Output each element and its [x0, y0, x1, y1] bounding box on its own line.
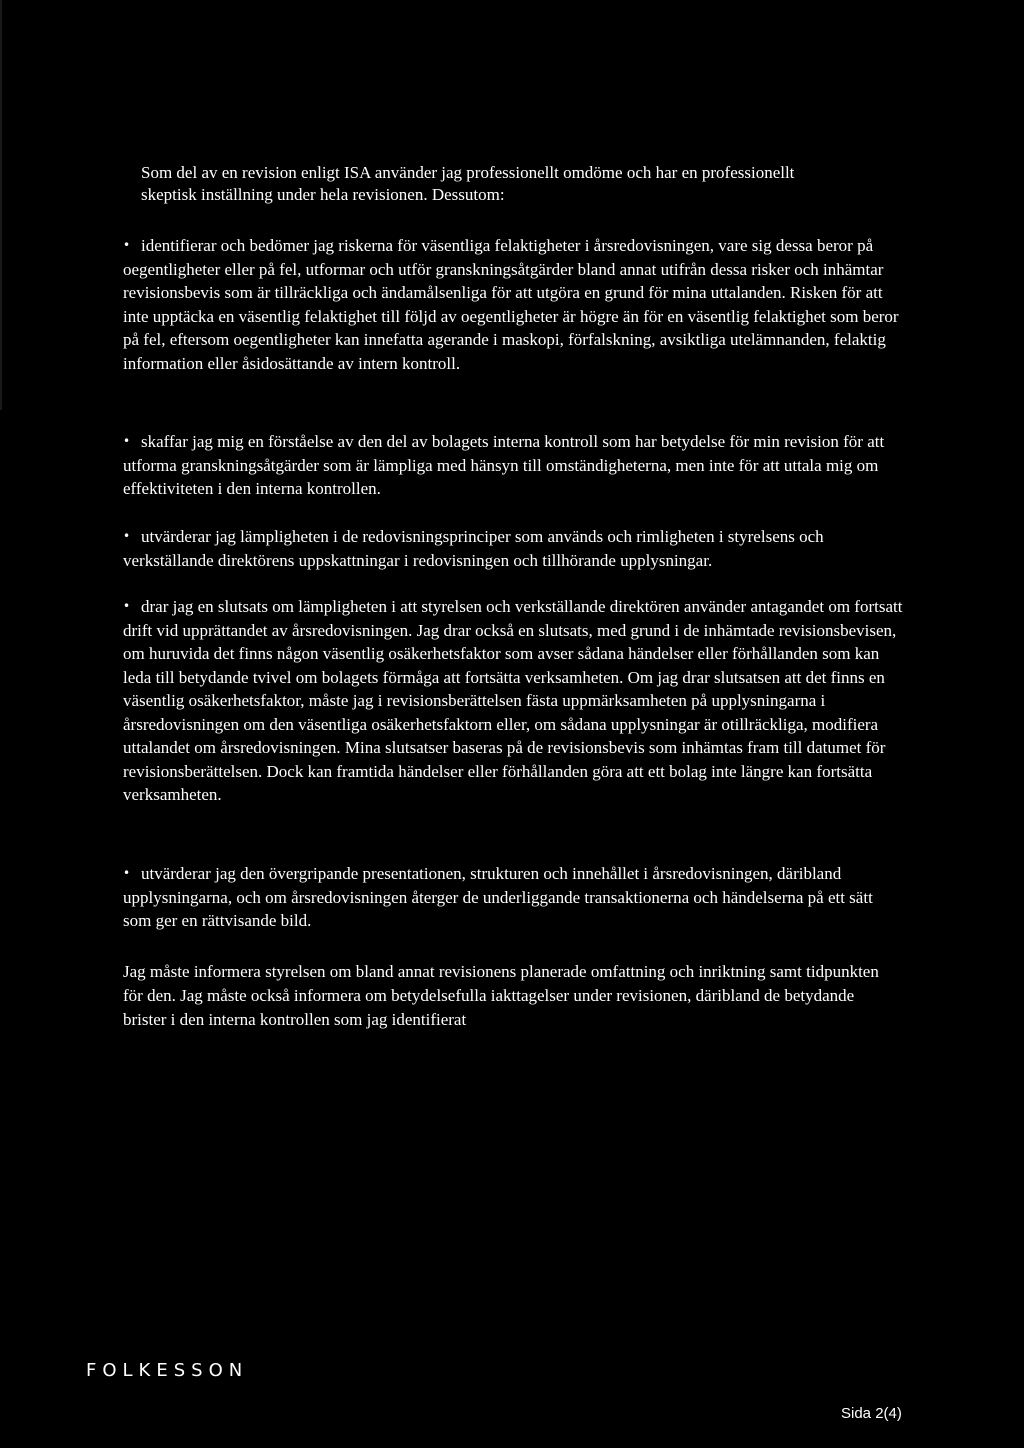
- page-number: Sida 2(4): [841, 1405, 902, 1422]
- bullet-item: [123, 862, 903, 933]
- bullet-marker: •: [123, 434, 131, 448]
- bullet-item: [123, 525, 903, 572]
- bullet-item: [123, 430, 903, 501]
- bullet-text: identifierar och bedömer jag riskerna för väsentliga felaktigheter i årsredovisningen, vare sig dessa beror på oegentligheter eller på fel, utformar och utför granskningsåtgärder bland annat utifrån dessa risker och inhämtar revisionsbevis som är tillräckliga och ändamålsenliga för att utgöra en grund för mina uttalanden. Risken för att inte upptäcka en väsentlig felaktighet till följd av oegentligheter är högre än för en väsentlig felaktighet som beror på fel, eftersom oegentligheter kan innefatta agerande i maskopi, förfalskning, avsiktliga utelämnanden, felaktig information eller åsidosättande av intern kontroll.: [123, 236, 899, 373]
- footer-logo: FOLKESSON: [86, 1360, 249, 1381]
- bullet-text: drar jag en slutsats om lämpligheten i att styrelsen och verkställande direktören använder antagandet om fortsatt drift vid upprättandet av årsredovisningen. Jag drar också en slutsats, med grund i de inhämtade revisionsbevisen, om huruvida det finns någon väsentlig osäkerhetsfaktor som avser sådana händelser eller förhållanden som kan leda till betydande tvivel om bolagets förmåga att fortsätta verksamheten. Om jag drar slutsatsen att det finns en väsentlig osäkerhetsfaktor, måste jag i revisionsberättelsen fästa uppmärksamheten på upplysningarna i årsredovisningen om den väsentliga osäkerhetsfaktorn eller, om sådana upplysningar är otillräckliga, modifiera uttalandet om årsredovisningen. Mina slutsatser baseras på de revisionsbevis som inhämtas fram till datumet för revisionsberättelsen. Dock kan framtida händelser eller förhållanden göra att ett bolag inte längre kan fortsätta verksamheten.: [123, 597, 903, 804]
- bullet-text: skaffar jag mig en förståelse av den del av bolagets interna kontroll som har betydelse för min revision för att utforma granskningsåtgärder som är lämpliga med hänsyn till omständigheterna, men inte för att uttala mig om effektiviteten i den interna kontrollen.: [123, 432, 885, 498]
- intro-paragraph: [141, 162, 886, 206]
- bullet-marker: •: [123, 599, 131, 613]
- bullet-item: [123, 234, 903, 375]
- bullet-marker: •: [123, 529, 131, 543]
- bullet-item: [123, 595, 903, 807]
- intro-line-2: skeptisk inställning under hela revisionen. Dessutom:: [141, 185, 505, 204]
- intro-line-1: Som del av en revision enligt ISA använder jag professionellt omdöme och har en professionellt: [141, 163, 795, 182]
- bullet-text: utvärderar jag lämpligheten i de redovisningsprinciper som används och rimligheten i styrelsens och verkställande direktörens uppskattningar i redovisningen och tillhörande upplysningar.: [123, 527, 824, 570]
- bullet-text: utvärderar jag den övergripande presentationen, strukturen och innehållet i årsredovisningen, däribland upplysningarna, och om årsredovisningen återger de underliggande transaktionerna och händelserna på ett sätt som ger en rättvisande bild.: [123, 864, 873, 930]
- bullet-marker: •: [123, 238, 131, 252]
- scan-edge-line: [0, 0, 2, 410]
- bullet-marker: •: [123, 866, 131, 880]
- closing-paragraph: Jag måste informera styrelsen om bland annat revisionens planerade omfattning och inriktning samt tidpunkten för den. Jag måste också informera om betydelsefulla iakttagelser under revisionen, däribland de betydande brister i den interna kontrollen som jag identifierat: [123, 962, 879, 1029]
